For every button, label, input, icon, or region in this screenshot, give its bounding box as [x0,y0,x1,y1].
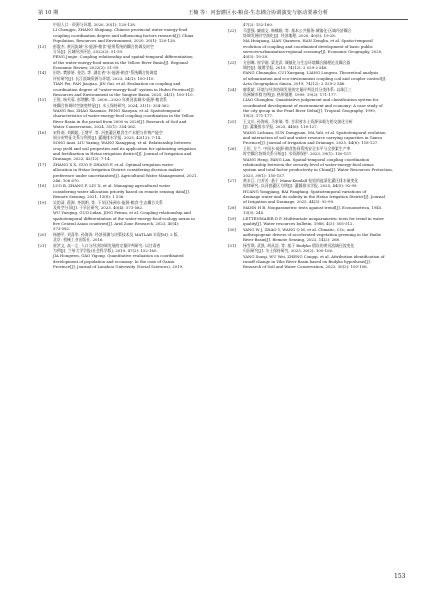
reference-line: MA Huiqiang, LIAN Qianwen, HAN Zenglin, et al. Spatio-temporal [243,38,373,44]
reference-entry [38,162,220,183]
reference-entry [38,44,220,71]
reference-line: YANG W J, ZHAO Y, WANG Q M, et al. Climatic, CO₂, and [243,226,355,232]
reference-line: of the water-energy-food nexus in the Yellow River Basin[J]. Regional [53,59,188,65]
reference-line: 协调发展时空演化[J]. 经济地理, 2020, 40(5): 19-28. [243,32,336,38]
page-number: 153 [394,573,406,580]
reference-line: quality[J]. Water resources bulletin, 1988, 4(3): 505-512. [243,221,354,227]
reference-line: relationship between the security level of water-energy-food nexus [243,161,374,167]
reference-line: 47(2): 152-160. [243,22,274,27]
reference-entry [228,60,410,87]
reference-line: Population, Resources and Environment, 2020, 30(1): 120-128. [53,38,177,44]
reference-line: 田培, 樊娇妍, 金浩, 等. 湖北省"水-能源-粮食"系统耦合协调度 [53,70,158,76]
reference-entry [228,146,410,178]
reference-entry [228,227,410,243]
reference-entry [38,97,220,129]
reference-line: 方创琳, 崔学刚, 梁龙武. 城镇化与生态环境耦合圈理论及耦合器 [243,59,351,65]
reference-line: Research of Soil and Water Conservation, 2023, 30(2): 100-106. [243,264,368,270]
reference-line: Water Conservation, 2024, 31(1): 354-362. [53,124,137,130]
reference-line: 19(2): 171-177. [243,113,274,119]
reference-line: MANN H B. Nonparametric tests against trend[J]. Econometrica, 1945, [243,205,383,210]
reference-entry [228,119,410,146]
reference-line: Province[J]. Journal of Irrigation and Drainage, 2025, 44(6): 118-127. [243,140,379,146]
reference-line: River Basin[J]. Remote Sensing, 2022, 14(2): 268. [243,237,341,243]
reference-line: 杨德平, 刘喜华, 孙海涛. 经济预测与决策技术及 MATLAB 实现[M]. 2 版. [53,231,179,237]
reference-line: 贾洪文, 高一尘. 人口与经济协调发展的定量评判研究: 以甘肃省 [53,242,161,248]
reference-line: [J]. 灌溉排水学报, 2025, 44(6): 118-127. [243,124,318,130]
reference-entry [228,22,410,27]
reference-line: and fertilization in Hetao irrigation district[J]. Journal of Irrigation and [53,151,192,156]
reference-number: [21] [38,242,46,248]
reference-line: of Irrigation and Drainage, 2025, 44(5): 92-99. [243,199,335,205]
reference-line: 宋科南, 刘颖超, 王增平, 等. 河套灌区粮食生产水肥与作物产能空 [53,129,163,135]
reference-line: 分异[J]. 区域经济评论, 2022(2): 51-59. [53,48,124,54]
reference-number: [25] [228,118,236,124]
reference-number: [19] [38,199,46,205]
reference-line: TIAN Pei, FAN Jiaojiao, JIN Gui, et al. Evaluation on coupling and [53,81,181,87]
reference-number: [23] [228,59,236,65]
reference-line: 黄永江, 白芳芳. 基于 Mann-Kendall 检验的盐渍化灌区排水量变化 [243,178,359,184]
reference-line: coupling coordination degree and influencing factors research[J]. China [53,32,194,38]
reference-entry [38,70,220,97]
reference-line: drainage water and its salinity in the Hetao Irrigation District[J]. Journal [243,194,385,200]
reference-entry [228,216,410,227]
reference-line: 吴韵清, 薛源, 齐润明, 等. 干旱区绿洲水-能源-粮食-生态耦合关系 [53,199,163,205]
reference-entry [228,178,410,205]
reference-line: 中国人口 · 资源与环境, 2020, 30(1): 120-128. [53,22,136,27]
reference-line: 调控[J]. 地理学报, 2019, 74(12): 2 529-2 546. [243,65,328,71]
reference-line: 时空耦合协调关系分析[J]. 水资源保护, 2023, 39(1): 150-157. [243,151,353,157]
running-header [38,7,408,20]
reference-line: HUANG Yongjiang, BAI Fangfang. Spatiotemporal variations of [243,188,367,194]
reference-entry [38,22,220,43]
reference-number: [28] [228,205,236,210]
reference-line: 王恒, 方兰. 中国水-能源-粮食协同系统安全水平与全要素生产率 [243,145,351,151]
reference-line: 573-582. [53,226,71,232]
reference-line: 角洲城市群为例[J]. 热带地理, 1999, 19(2): 171-177. [243,92,337,98]
reference-line: LI Chengyu, ZHANG Shiqiang. Chinese provincial water-energy-food [53,27,188,33]
reference-line: YANG Xueqi, WU Wei, ZHENG Congqi, et al. Attribution identification of [243,253,385,259]
reference-line: Drainage, 2023, 42(12): 7-14. [53,156,111,162]
reference-line: Province[J]. Journal of Lanzhou University (Social Sciences), 2019, [53,264,184,270]
reference-line: coordination degree of "water-energy-food" system in Hubei Province[J]. [53,86,195,92]
reference-line: 246: 106 670. [53,177,80,183]
reference-line: WANG Lichuan, SUN Dongyuan, MA Yali, et al. Spatiotemporal evolution [243,129,386,135]
reference-line: coordinated development of environment and economy: A case study of [243,102,383,108]
reference-line: LETTENMAIER D P. Multivariate nonparametric tests for trend in water [243,215,385,221]
reference-line: 评价研究[J]. 长江流域资源与环境, 2023, 34(1): 100-110. [53,75,155,81]
reference-line: 廖重斌. 环境与经济协调发展的定量评判及其分类体系: 以珠江三 [243,86,352,92]
reference-line: crop yield and soil properties and its application for optimizing irrigation [53,145,196,151]
reference-line: Acta Geographica Sinica, 2019, 74(12): 2 529-2 546. [243,81,346,87]
reference-entry [228,243,410,270]
reference-line: characteristics of water-energy-food coupling coordination in the Yellow [53,113,195,119]
reference-line: allocation in Hetao Irrigation District considering decision makers' [53,167,184,173]
reference-entry [38,232,220,243]
reference-line: 间分布特征关系与利用[J]. 灌溉排水学报, 2023, 42(12): 7-14. [53,134,162,140]
reference-line: PENG Junjie. Coupling relationship and spatial-temporal differentiation [53,54,193,60]
reference-number: [27] [228,178,236,184]
reference-line: five Central Asian countries[J]. Arid Zone Research, 2023, 40(4): [53,221,180,227]
reference-line: 彭俊杰. 黄河流域"水-能源-粮食"纽带系统的耦合协调及时空 [53,43,154,49]
reference-number: [24] [228,86,236,92]
reference-line: the city group in the Pearl River Delta[J]. Tropical Geography, 1999, [243,108,376,114]
reference-number: [14] [38,70,46,76]
reference-line: 统耦合协调时空演变特征[J]. 水土保持研究, 2024, 31(1): 354-362. [53,102,171,108]
reference-line: development of population and economy: In the case of Gansu [53,258,175,264]
reference-number: [18] [38,183,46,189]
reference-number: [16] [38,129,46,135]
reference-line: 归因研究[J]. 水土保持研究, 2023, 30(2): 100-106. [243,248,334,254]
reference-line: JIA Hongwen, GAO Yigong. Quantitative evaluation on coordinated [53,253,184,259]
issue-label: 第 10 期 [38,10,59,16]
reference-line: LUO B, ZHANG F, LIU X, et al. Managing agricultural water [53,183,171,189]
reference-line: 王文川, 孙海成, 马家瑞, 等. 甘肃省水土资源承载力相交演化分析 [243,118,353,124]
reference-line: SONG Anzi, LIU Yaxing, WANG Xiangping, et al. Relationship between [53,140,191,146]
reference-line: River Basin in the period from 2000 to 2020[J]. Research of Soil and [53,118,187,124]
reference-line: of urbanization and eco-environment coupling coil and coupler control[J]. [243,75,387,81]
reference-line: Resources and Environment in the Yangtze Basin, 2025, 34(1): 100-110. [53,91,194,97]
reference-number: [30] [228,226,236,232]
running-title: 王楠 等：河套灌区水-粮食-生态耦合协调演变与驱动要素分析 [188,10,329,16]
reference-line: runoff change in Yihe River Basin based on Budyko hypothesis[J]. [243,259,371,264]
reference-entry [228,28,410,60]
reference-line: 及时空分异[J]. 干旱区研究, 2023, 40(4): 573-582. [53,205,144,210]
reference-number: [20] [38,231,46,237]
reference-line: 马慧强, 廉倩文, 韩娜娟, 等. 基本公共服务-城镇化-区域经济耦合 [243,27,352,33]
reference-entry [38,130,220,162]
reference-line: Economic Review, 2022(2): 51-59. [53,64,120,70]
reference-line: preference under uncertainties[J]. Agricultural Water Management, 2021, [53,172,198,178]
reference-line: Remote Sensing, 2021, 13(8): 1 536. [53,194,125,200]
reference-line: ZHANG X X, GUO P, ZHANG F, et al. Optimal irrigation water [53,161,174,167]
reference-entry [228,205,410,216]
reference-number: [22] [228,27,236,33]
reference-line: 为例[J]. 兰州大学学报(社会科学版), 2019, 47(2): 152-160. [53,248,158,254]
reference-line: spatiotemporal differentiation of the water-energy-food-ecology nexus in [53,215,195,221]
references-left-column [38,22,220,270]
reference-entry [38,243,220,270]
reference-line: anthropogenic drivers of accelerated vegetation greening in the Haihe [243,232,382,238]
reference-entry [228,87,410,119]
reference-line: system and total factor productivity in China[J]. Water Resources Protection, [243,167,393,173]
reference-number: [15] [38,97,46,103]
reference-line: and interaction of soil and water resource carrying capacities in Gansu [243,134,382,140]
reference-entry [38,200,220,232]
reference-line: 2023, 39(1): 150-157. [243,172,286,178]
reference-number: [13] [38,43,46,49]
reference-number: [29] [228,215,236,221]
reference-line: 王锐, 杨芙蓉, 彭增鹏, 等. 2000—2020 年黄河流域水-能源-粮食系 [53,97,167,103]
reference-line: WANG Heng, FANG Lan. Spatial-temporal coupling coordination [243,156,370,162]
reference-line: LIAO Chongbin. Quantitative judgement and classification system for [243,97,379,103]
reference-line: WANG Rui, ZHAO Xiaoxiao, PENG Xiaoyan, et al. Spatiotemporal [53,108,181,114]
reference-number: [26] [228,145,236,151]
reference-entry [38,183,220,199]
reference-line: 13(3): 245. [243,210,265,216]
reference-line: evolution of coupling and coordinated development of basic public [243,43,373,49]
reference-line: considering water allocation priority based on remote sensing data[J]. [53,188,190,194]
reference-number: [31] [228,242,236,248]
reference-line: services-urbanization-regional economy[J]. Economic Geography, 2020, [243,48,383,54]
reference-line: WU Yueqing, GUO Lidan, JING Peiran, et al. Coupling relationship and [53,210,191,216]
references-right-column [228,22,410,270]
reference-line: FANG Chuanglin, CUI Xuegang, LIANG Longwu. Theoretical analysis [243,70,379,76]
reference-line: 40(5): 19-28. [243,54,269,60]
reference-line: 杨雪琪, 武凯, 胡从浩, 等. 基于 Budyko 假设的黄河流域径流变化 [243,242,355,248]
reference-line: 北京: 机械工业出版社, 2016. [53,237,104,243]
reference-number: [17] [38,161,46,167]
reference-line: 规律研究: 以河套灌区为例[J]. 灌溉排水学报, 2025, 44(5): 92-99. [243,183,358,189]
